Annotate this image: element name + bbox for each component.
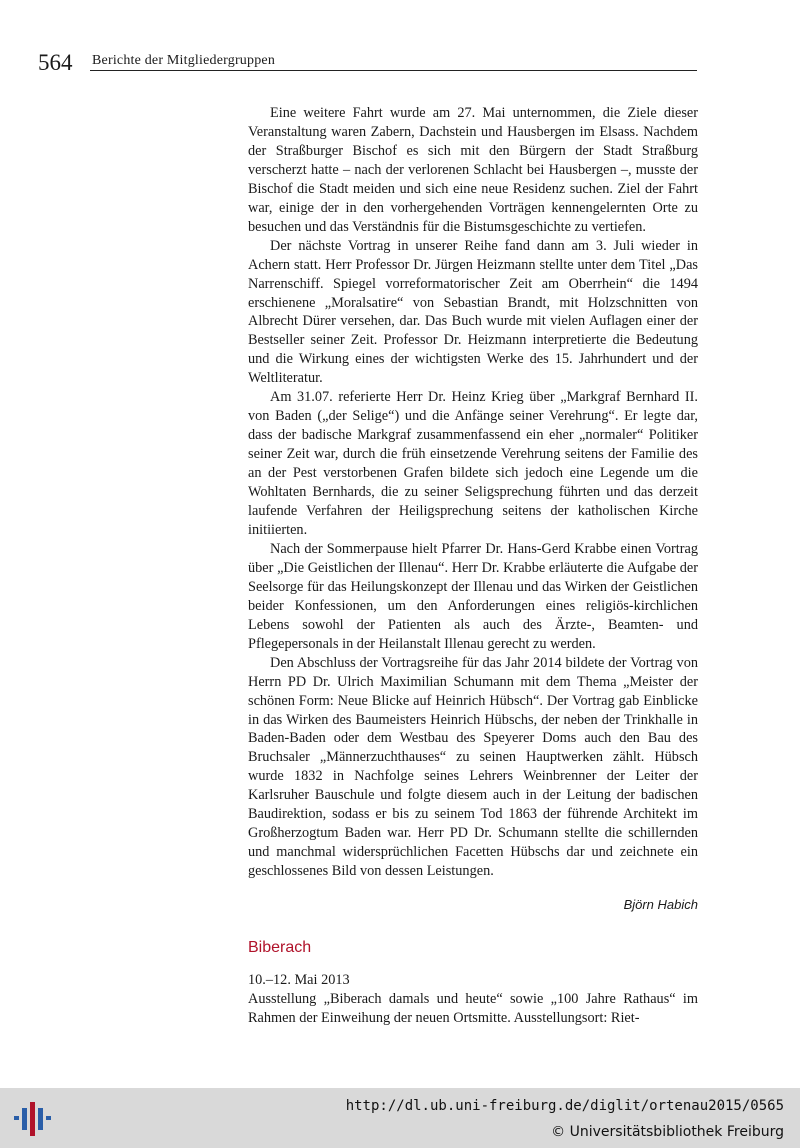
library-logo-icon: [14, 1102, 54, 1136]
event-date: 10.–12. Mai 2013: [248, 972, 350, 988]
author-signature: Björn Habich: [623, 897, 698, 912]
paragraph: Eine weitere Fahrt wurde am 27. Mai unternommen, die Ziele dieser Veranstaltung waren Zabern, Dachstein und Hausbergen im Elsass. Nachdem der Straßburger Bischof es sich mit den Bürgern der Stadt Straßburg verscherzt hatte – nach der verlorenen Schlacht bei Hausbergen –, musste der Bischof die Stadt meiden und sich eine neue Residenz suchen. Ziel der Fahrt war, einige der in den vorhergehenden Vorträgen kennengelernten Orte zu besuchen und das Verständnis für die Bistumsgeschichte zu vertiefen.: [248, 105, 698, 235]
article-body: [248, 104, 698, 881]
source-url-link[interactable]: http://dl.ub.uni-freiburg.de/diglit/ortenau2015/0565: [345, 1098, 784, 1114]
page-number: 564: [38, 50, 73, 75]
footer-bar: [0, 1088, 800, 1148]
copyright-notice: © Universitätsbibliothek Freiburg: [551, 1124, 784, 1140]
paragraph: Den Abschluss der Vortragsreihe für das Jahr 2014 bildete der Vortrag von Herrn PD Dr. Ulrich Maximilian Schumann mit dem Thema „Meister der schönen Form: Neue Blicke auf Heinrich Hübsch“. Der Vortrag gab Einblicke in das Wirken des Baumeisters Heinrich Hübschs, der neben der Trinkhalle in Baden-Baden oder dem Westbau des Speyerer Doms auch den Bau des Bruchsaler „Männerzuchthauses“ zu seinen Hauptwerken zählt. Hübsch wurde 1832 in Nachfolge seines Lehrers Weinbrenner der Leiter der Karlsruher Bauschule und folgte diesem auch in der Leitung der badischen Baudirektion, sodass er bis zu seinem Tod 1863 der führende Architekt im Großherzogtum Baden war. Herr PD Dr. Schumann stellte die schillernden und manchmal widersprüchlichen Facetten Hübschs dar und zeichnete ein geschlossenes Bild von dessen Leistungen.: [248, 654, 698, 880]
header-rule: [90, 70, 697, 71]
section-heading: Biberach: [248, 939, 312, 956]
paragraph: Am 31.07. referierte Herr Dr. Heinz Krieg über „Markgraf Bernhard II. von Baden („der Selige“) und die Anfänge seiner Verehrung“. Er legte dar, dass der badische Markgraf zusammenfassend ein eher „normaler“ Politiker seiner Zeit war, durch die früh einsetzende Verehrung seitens der Familie des an der Pest verstorbenen Grafen bildete sich jedoch eine Legende um die Wohltaten Bernhards, die zu seiner Seligsprechung führten und das derzeit laufende Verfahren der Heiligsprechung seitens der katholischen Kirche initiierten.: [248, 389, 698, 538]
paragraph: Nach der Sommerpause hielt Pfarrer Dr. Hans-Gerd Krabbe einen Vortrag über „Die Geistlichen der Illenau“. Herr Dr. Krabbe erläuterte die Aufgabe der Seelsorge für das Heilungskonzept der Illenau und das Wirken der Geistlichen beider Konfessionen, um den Anforderungen eines religiös-kirchlichen Lebens sowohl der Patienten als auch des Ärzte-, Beamten- und Pflegepersonals in der Heilanstalt Illenau gerecht zu werden.: [248, 540, 698, 652]
running-title: Berichte der Mitgliedergruppen: [92, 53, 276, 68]
event-description: Ausstellung „Biberach damals und heute“ sowie „100 Jahre Rathaus“ im Rahmen der Einweihung der neuen Ortsmitte. Ausstellungsort: Riet-: [248, 991, 698, 1026]
paragraph: Der nächste Vortrag in unserer Reihe fand dann am 3. Juli wieder in Achern statt. Herr Professor Dr. Jürgen Heizmann stellte unter dem Titel „Das Narrenschiff. Spiegel vorreformatorischer Zeit am Oberrhein“ die 1494 erschienene „Moralsatire“ von Sebastian Brandt, mit Holzschnitten von Albrecht Dürer versehen, dar. Das Buch wurde mit vielen Auflagen einer der Bestseller seiner Zeit. Professor Dr. Heizmann interpretierte die Bedeutung und die Wirkung eines der wichtigsten Werke des 15. Jahrhundert und der Weltliteratur.: [248, 237, 698, 387]
